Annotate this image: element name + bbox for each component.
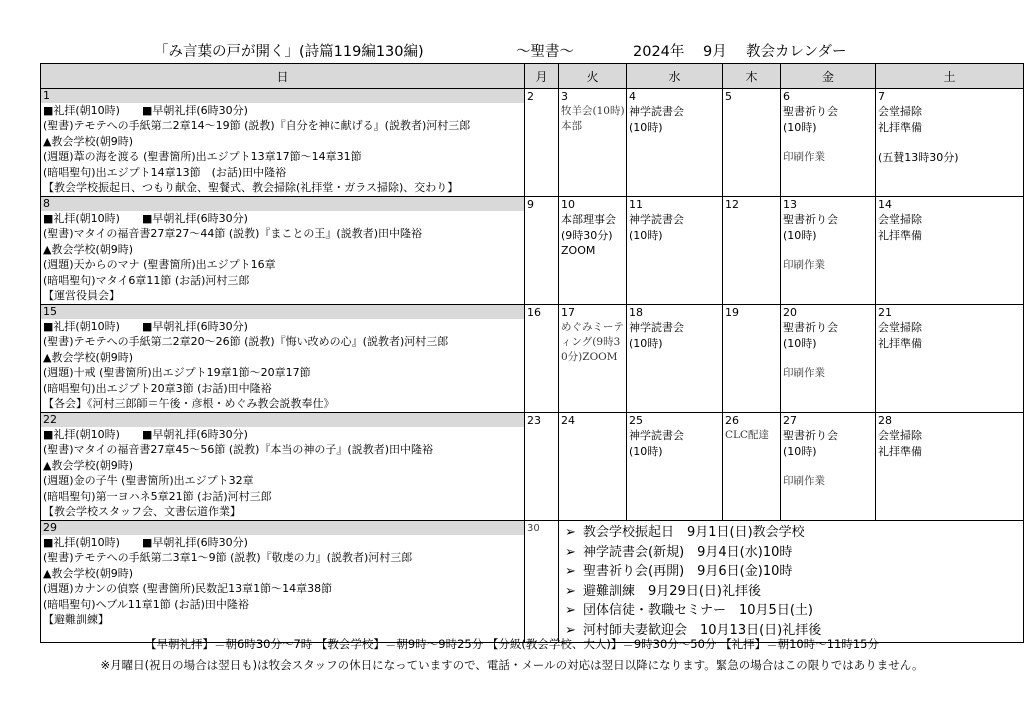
monday-date: 30	[527, 523, 540, 534]
tuesday-cell	[559, 197, 627, 305]
event-text: 礼拝準備	[878, 444, 922, 458]
event-text: CLC配達	[725, 429, 770, 442]
saturday-date: 7	[878, 90, 885, 103]
thursday-date: 19	[725, 306, 739, 319]
spacer	[781, 243, 875, 258]
event-text: 聖書祈り会	[783, 213, 838, 227]
arrow-bullet-icon: ➢	[565, 525, 576, 540]
sunday-cell	[41, 305, 525, 413]
sunday-schedule-line: (暗唱聖句)ヘブル11章1節 (お話)田中隆裕	[43, 597, 249, 611]
printing-work-label: 印刷作業	[783, 367, 825, 380]
event-text: (10時)	[783, 444, 817, 458]
announcements-cell	[559, 521, 1024, 643]
week-row	[41, 89, 1024, 197]
wednesday-date: 4	[629, 90, 636, 103]
monday-cell	[525, 89, 559, 197]
sunday-schedule-line: 【各会】《河村三郎師＝午後・彦根・めぐみ教会説教奉仕》	[43, 397, 335, 411]
weekday-sunday: 日	[41, 64, 525, 89]
sunday-schedule-line: (週題)葦の海を渡る (聖書箇所)出エジプト13章17節～14章31節	[43, 150, 362, 164]
announcement-text: 神学読書会(新規) 9月4日(水)10時	[583, 544, 793, 560]
calendar-header	[0, 40, 1024, 60]
week-row	[41, 413, 1024, 521]
wednesday-date: 11	[629, 198, 643, 211]
arrow-bullet-icon: ➢	[565, 583, 576, 599]
friday-date: 27	[783, 414, 797, 427]
monday-date: 2	[527, 90, 534, 103]
sunday-cell	[41, 521, 525, 643]
announcement-text: 団体信徒・教職セミナー 10月5日(土)	[583, 603, 813, 618]
event-text: 神学読書会	[629, 213, 684, 227]
event-text: 聖書祈り会	[783, 105, 838, 119]
week-row	[41, 521, 1024, 643]
thursday-cell	[723, 413, 781, 521]
tuesday-cell	[559, 413, 627, 521]
sunday-schedule-line: ▲教会学校(朝9時)	[43, 458, 134, 472]
event-text: (9時30分)	[561, 228, 613, 242]
wednesday-cell	[627, 89, 723, 197]
calendar-title: 教会カレンダー	[746, 44, 847, 60]
spacer	[876, 351, 1023, 366]
thursday-cell	[723, 305, 781, 413]
tuesday-cell	[559, 89, 627, 197]
sunday-schedule-line: (聖書)マタイの福音書27章45～56節 (説教)『本当の神の子』(説教者)田中隆裕	[43, 443, 434, 457]
event-text: 神学読書会	[629, 429, 684, 443]
printing-work-label: 印刷作業	[783, 475, 825, 488]
event-text: 神学読書会	[629, 321, 684, 335]
monday-cell	[525, 521, 559, 643]
sunday-schedule-line: ▲教会学校(朝9時)	[43, 350, 134, 364]
weekday-tuesday: 火	[559, 64, 627, 89]
sunday-schedule-line: (週題)金の子牛 (聖書箇所)出エジプト32章	[43, 474, 254, 488]
saturday-date: 14	[878, 198, 892, 211]
wednesday-cell	[627, 413, 723, 521]
sunday-schedule-line: 【運営役員会】	[43, 289, 120, 303]
saturday-cell	[876, 197, 1024, 305]
sunday-cell	[41, 197, 525, 305]
announcement-text: 河村師夫妻歓迎会 10月13日(日)礼拝後	[583, 622, 822, 638]
event-text: (10時)	[629, 120, 663, 134]
sunday-schedule-line: ■礼拝(朝10時) ■早朝礼拝(6時30分)	[43, 428, 248, 441]
sunday-schedule-line: (暗唱聖句)第一ヨハネ5章21節 (お話)河村三郎	[43, 489, 272, 503]
sunday-date: 1	[41, 89, 524, 103]
event-text: 会堂掃除	[878, 321, 922, 335]
event-text: めぐみミーティング(9時30分)ZOOM	[561, 321, 624, 364]
event-text: 礼拝準備	[878, 120, 922, 134]
announcement-item	[565, 523, 1017, 543]
sunday-schedule-line: ▲教会学校(朝9時)	[43, 134, 134, 148]
saturday-date: 28	[878, 414, 892, 427]
printing-work-label: 印刷作業	[783, 151, 825, 164]
sunday-date: 15	[41, 305, 524, 319]
event-text: 会堂掃除	[878, 213, 922, 227]
friday-cell	[781, 89, 876, 197]
event-text: 聖書祈り会	[783, 429, 838, 443]
arrow-bullet-icon: ➢	[565, 544, 576, 560]
sunday-schedule-line: ▲教会学校(朝9時)	[43, 242, 134, 256]
spacer	[781, 351, 875, 366]
sunday-schedule-line: (暗唱聖句)出エジプト14章13節 (お話)田中隆裕	[43, 165, 287, 179]
sunday-schedule-line: (聖書)テモテへの手紙第二2章14～19節 (説教)『自分を神に献げる』(説教者)河村三郎	[43, 119, 471, 133]
sunday-schedule-line: (聖書)テモテへの手紙第二3章1～9節 (説教)『敬虔の力』(説教者)河村三郎	[43, 551, 413, 565]
spacer	[781, 459, 875, 474]
spacer	[876, 459, 1023, 474]
event-text: (10時)	[783, 228, 817, 242]
sunday-schedule-line: (週題)天からのマナ (聖書箇所)出エジプト16章	[43, 258, 276, 272]
event-text: (10時)	[783, 336, 817, 350]
tuesday-date: 24	[561, 414, 575, 427]
sunday-schedule-line: ■礼拝(朝10時) ■早朝礼拝(6時30分)	[43, 104, 248, 117]
friday-date: 20	[783, 306, 797, 319]
event-note: (五賛13時30分)	[878, 151, 959, 165]
thursday-date: 12	[725, 198, 739, 211]
announcement-text: 教会学校振起日 9月1日(日)教会学校	[583, 525, 805, 540]
sunday-schedule-line: (暗唱聖句)マタイ6章11節 (お話)河村三郎	[43, 273, 250, 287]
announcement-item	[565, 582, 1017, 602]
sunday-schedule-line: ■礼拝(朝10時) ■早朝礼拝(6時30分)	[43, 320, 248, 333]
thursday-cell	[723, 89, 781, 197]
friday-cell	[781, 197, 876, 305]
arrow-bullet-icon: ➢	[565, 564, 576, 579]
saturday-cell	[876, 305, 1024, 413]
sunday-schedule-line: (週題)十戒 (聖書箇所)出エジプト19章1節～20章17節	[43, 366, 311, 380]
weekday-thursday: 木	[723, 64, 781, 89]
tuesday-date: 17	[561, 306, 575, 319]
printing-work-label: 印刷作業	[783, 259, 825, 272]
sunday-schedule-line: 【避難訓練】	[43, 613, 109, 627]
sunday-schedule-line: 【教会学校スタッフ会、文書伝道作業】	[43, 505, 241, 519]
sunday-schedule-line: (暗唱聖句)出エジプト20章3節 (お話)田中隆裕	[43, 381, 272, 395]
friday-cell	[781, 413, 876, 521]
monday-date: 16	[527, 306, 541, 319]
wednesday-cell	[627, 197, 723, 305]
series-title: 「み言葉の戸が開く」(詩篇119編130編)	[154, 44, 424, 60]
tuesday-date: 3	[561, 90, 568, 103]
announcement-text: 聖書祈り会(再開) 9月6日(金)10時	[583, 564, 793, 579]
sunday-schedule-line: ▲教会学校(朝9時)	[43, 566, 134, 580]
sunday-date: 8	[41, 197, 524, 211]
sunday-schedule-line: ■礼拝(朝10時) ■早朝礼拝(6時30分)	[43, 212, 248, 225]
friday-cell	[781, 305, 876, 413]
week-row	[41, 305, 1024, 413]
sunday-schedule-line: (週題)カナンの偵察 (聖書箇所)民数記13章1節～14章38節	[43, 582, 333, 596]
month-label: 9月	[703, 44, 727, 60]
sunday-schedule-line: 【教会学校振起日、つもり献金、聖餐式、教会掃除(礼拝堂・ガラス掃除)、交わり】	[43, 181, 459, 195]
staff-holiday-note: ※月曜日(祝日の場合は翌日も)は牧会スタッフの休日になっていますので、電話・メールの対応は翌日以降になります。緊急の場合はこの限りではありません。	[100, 658, 924, 672]
event-text: (10時)	[629, 444, 663, 458]
event-text: (10時)	[629, 228, 663, 242]
weekday-header-row	[41, 64, 1024, 89]
monday-date: 23	[527, 414, 541, 427]
wednesday-date: 25	[629, 414, 643, 427]
friday-date: 6	[783, 90, 790, 103]
friday-date: 13	[783, 198, 797, 211]
announcement-item	[565, 562, 1017, 582]
weekday-saturday: 土	[876, 64, 1024, 89]
tuesday-cell	[559, 305, 627, 413]
sunday-schedule-line: (聖書)マタイの福音書27章27～44節 (説教)『まことの王』(説教者)田中隆裕	[43, 227, 423, 241]
sunday-date: 29	[41, 521, 524, 535]
announcement-text: 避難訓練 9月29日(日)礼拝後	[583, 583, 761, 599]
sunday-schedule-line: (聖書)テモテへの手紙第二2章20～26節 (説教)『悔い改めの心』(説教者)河村三郎	[43, 335, 449, 349]
sunday-cell	[41, 89, 525, 197]
saturday-cell	[876, 413, 1024, 521]
event-text: (10時)	[783, 120, 817, 134]
thursday-date: 5	[725, 90, 732, 103]
announcement-item	[565, 601, 1017, 621]
spacer	[876, 135, 1023, 150]
event-text: 礼拝準備	[878, 336, 922, 350]
week-row	[41, 197, 1024, 305]
spacer	[876, 243, 1023, 258]
event-text: 本部理事会	[561, 213, 616, 227]
tuesday-date: 10	[561, 198, 575, 211]
schedule-footer: 【早朝礼拝】＝朝6時30分～7時 【教会学校】＝朝9時～9時25分 【分級(教会学校、大人)】＝9時30分～50分 【礼拝】＝朝10時～11時15分	[145, 637, 879, 651]
weekday-wednesday: 水	[627, 64, 723, 89]
saturday-date: 21	[878, 306, 892, 319]
announcement-item	[565, 543, 1017, 563]
thursday-cell	[723, 197, 781, 305]
calendar-table	[40, 63, 1024, 643]
thursday-date: 26	[725, 414, 739, 427]
event-text: 会堂掃除	[878, 429, 922, 443]
monday-cell	[525, 305, 559, 413]
wednesday-cell	[627, 305, 723, 413]
sunday-date: 22	[41, 413, 524, 427]
year-label: 2024年	[633, 44, 685, 60]
monday-cell	[525, 413, 559, 521]
spacer	[781, 135, 875, 150]
event-text: (10時)	[629, 336, 663, 350]
sunday-cell	[41, 413, 525, 521]
wednesday-date: 18	[629, 306, 643, 319]
weekday-friday: 金	[781, 64, 876, 89]
event-text: 神学読書会	[629, 105, 684, 119]
arrow-bullet-icon: ➢	[565, 622, 576, 638]
event-text: 聖書祈り会	[783, 321, 838, 335]
event-text: 会堂掃除	[878, 105, 922, 119]
monday-cell	[525, 197, 559, 305]
sunday-schedule-line: ■礼拝(朝10時) ■早朝礼拝(6時30分)	[43, 536, 248, 549]
subject-title: ～聖書～	[516, 44, 574, 60]
event-text: 礼拝準備	[878, 228, 922, 242]
saturday-cell	[876, 89, 1024, 197]
arrow-bullet-icon: ➢	[565, 603, 576, 618]
event-text: 牧羊会(10時)本部	[561, 105, 625, 133]
monday-date: 9	[527, 198, 534, 211]
weekday-monday: 月	[525, 64, 559, 89]
event-text: ZOOM	[561, 244, 596, 258]
